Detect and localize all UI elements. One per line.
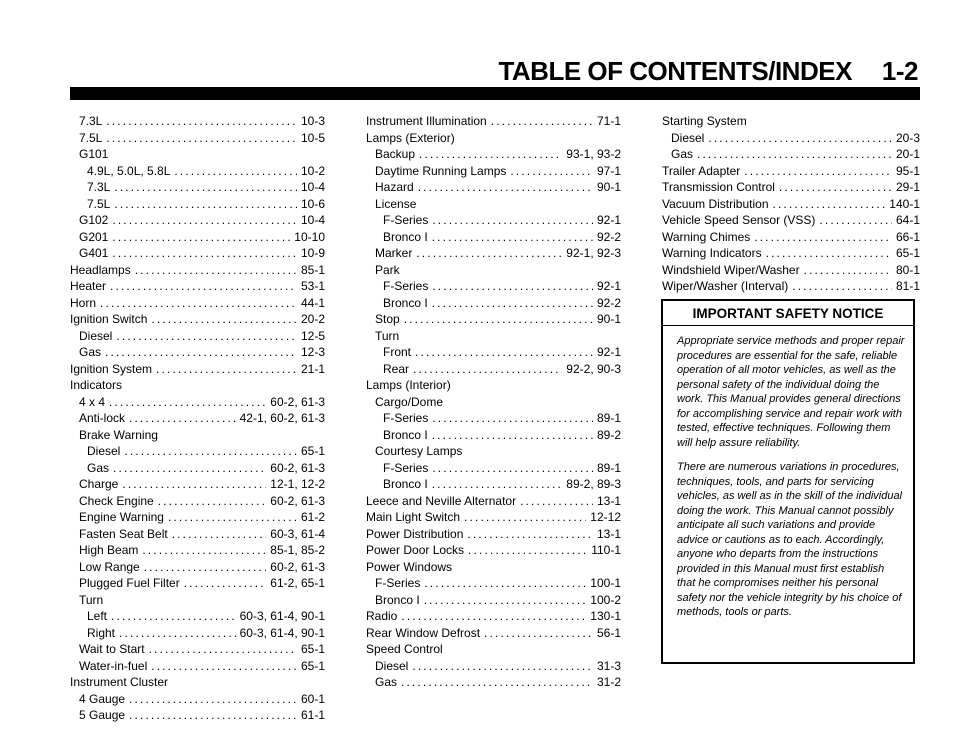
index-entry-pages: 110-1 (591, 543, 621, 557)
index-entry: G101 (79, 147, 109, 161)
index-entry: Turn (375, 328, 400, 343)
index-entry (70, 394, 325, 411)
dot-leader (432, 295, 593, 312)
index-entry (70, 559, 325, 576)
index-entry (366, 344, 621, 361)
index-entry (366, 410, 621, 427)
dot-leader (401, 608, 586, 625)
dot-leader (122, 476, 266, 493)
index-entry (662, 196, 920, 213)
index-column-1 (70, 113, 325, 724)
index-entry-pages: 60-2, 61-3 (270, 493, 325, 508)
index-entry (70, 328, 325, 345)
index-entry-label: Bronco I (383, 427, 428, 442)
index-entry-pages: 60-1 (300, 691, 325, 706)
index-entry (662, 179, 920, 196)
index-entry-pages: 60-2, 61-3 (270, 460, 325, 475)
index-entry-label: Water-in-fuel (79, 658, 148, 673)
dot-leader (792, 278, 892, 295)
index-entry (70, 608, 325, 625)
index-entry-pages: 10-4 (300, 180, 325, 194)
dot-leader (418, 179, 593, 196)
dot-leader (129, 691, 297, 708)
index-entry (366, 179, 621, 196)
index-entry-pages: 20-1 (895, 147, 920, 161)
index-entry-pages: 92-1 (596, 213, 621, 227)
index-entry-pages: 60-2, 61-3 (270, 559, 325, 574)
index-entry-label: Anti-lock (79, 411, 126, 425)
index-entry-label: Headlamps (70, 262, 131, 277)
index-entry-label: Vacuum Distribution (662, 196, 769, 211)
dot-leader (804, 262, 892, 279)
dot-leader (491, 113, 593, 130)
index-entry (70, 476, 325, 493)
dot-leader (416, 245, 562, 262)
dot-leader (432, 460, 593, 477)
page-number: 1-2 (881, 56, 918, 86)
index-entry-pages: 42-1, 60-2, 61-3 (239, 411, 325, 425)
index-entry (70, 410, 325, 427)
index-entry-pages: 92-2 (596, 295, 621, 310)
index-entry-label: 5 Gauge (79, 708, 126, 722)
index-entry-label: Horn (70, 295, 97, 310)
index-entry (70, 278, 325, 295)
dot-leader (124, 443, 297, 460)
index-entry-pages: 20-3 (895, 130, 920, 145)
dot-leader (419, 146, 562, 163)
index-entry (366, 311, 621, 328)
index-entry-pages: 81-1 (895, 279, 920, 293)
index-entry-label: Stop (375, 312, 400, 326)
index-entry-label: 4 Gauge (79, 691, 126, 706)
index-entry (366, 542, 621, 559)
dot-leader (174, 163, 297, 180)
index-entry: Instrument Cluster (70, 675, 169, 689)
safety-notice-paragraph: There are numerous variations in procedures, techniques, tools, and parts for servicing vehicles, as well as in the skill of the individual doing the work. This Manual cannot possibly anticipate all such variations and provide advice or cautions as to each. Accordingly, anyone who departs from the instructions provided in this Manual must first establish that he compromises neither his personal safety nor the vehicle integrity by his choice of methods, tools or parts. (677, 461, 903, 618)
index-entry-label: F-Series (383, 279, 429, 293)
index-entry: Speed Control (366, 642, 443, 656)
index-entry (366, 674, 621, 691)
index-entry (70, 311, 325, 328)
index-entry-label: 4.9L, 5.0L, 5.8L (87, 163, 171, 178)
index-entry (366, 509, 621, 526)
index-entry-label: Gas (87, 460, 110, 475)
index-entry-label: Warning Indicators (662, 246, 762, 260)
dot-leader (432, 212, 593, 229)
index-entry: Turn (79, 592, 104, 607)
index-entry (366, 146, 621, 163)
index-entry-pages: 60-3, 61-4, 90-1 (239, 625, 325, 640)
index-entry: Power Windows (366, 559, 453, 574)
index-entry-label: Power Distribution (366, 526, 464, 541)
dot-leader (135, 262, 297, 279)
index-entry-label: Check Engine (79, 493, 154, 508)
index-entry-label: F-Series (383, 460, 429, 475)
index-entry-label: F-Series (375, 576, 421, 590)
index-entry-label: Engine Warning (79, 510, 164, 524)
index-entry (366, 476, 621, 493)
index-entry (366, 592, 621, 609)
index-entry (366, 295, 621, 312)
dot-leader (156, 361, 297, 378)
safety-notice-paragraph: Appropriate service methods and proper repair procedures are essential for the safe, reliable operation of all motor vehicles, as well as the personal safety of the individual doing the work. This Manual provides general directions for accomplishing service and repair work with tested, effective techniques. Following them will help assure reliability. (677, 335, 905, 449)
dot-leader (464, 509, 586, 526)
index-entry-pages: 66-1 (895, 229, 920, 244)
dot-leader (114, 179, 297, 196)
index-entry (662, 229, 920, 246)
index-entry-pages: 12-3 (300, 345, 325, 359)
index-entry (70, 163, 325, 180)
index-entry-label: High Beam (79, 543, 139, 557)
index-entry-label: Diesel (375, 658, 409, 673)
index-entry (366, 575, 621, 592)
dot-leader (432, 229, 593, 246)
index-entry-pages: 12-12 (590, 510, 621, 524)
index-entry-pages: 92-1, 92-3 (566, 246, 621, 260)
index-entry (70, 658, 325, 675)
dot-leader (129, 707, 297, 724)
dot-leader (467, 526, 593, 543)
index-entry-label: G201 (79, 229, 109, 244)
dot-leader (404, 311, 593, 328)
index-entry-pages: 64-1 (895, 213, 920, 227)
index-entry: Lamps (Exterior) (366, 130, 455, 145)
index-entry (70, 130, 325, 147)
index-entry-label: Fasten Seat Belt (79, 526, 168, 541)
index-entry-pages: 10-2 (300, 163, 325, 178)
index-entry-pages: 65-1 (895, 246, 920, 260)
index-entry-label: F-Series (383, 411, 429, 425)
index-entry-label: Diesel (87, 444, 121, 458)
index-entry-pages: 61-1 (300, 708, 325, 722)
index-entry-label: Gas (79, 345, 102, 359)
index-entry-pages: 85-1, 85-2 (270, 543, 325, 557)
index-entry (70, 707, 325, 724)
index-entry-pages: 10-10 (294, 229, 325, 244)
index-entry (366, 460, 621, 477)
index-entry-label: G102 (79, 213, 109, 227)
index-entry-label: Plugged Fuel Filter (79, 576, 180, 590)
index-entry-pages: 89-1 (596, 411, 621, 425)
index-entry-pages: 89-2, 89-3 (566, 477, 621, 491)
index-entry-label: Main Light Switch (366, 510, 461, 524)
index-entry-label: Wiper/Washer (Interval) (662, 279, 789, 293)
index-entry (366, 625, 621, 642)
index-entry (366, 427, 621, 444)
dot-leader (520, 493, 593, 510)
index-entry (70, 509, 325, 526)
index-entry-pages: 140-1 (889, 196, 920, 211)
index-entry-pages: 89-2 (596, 427, 621, 442)
dot-leader (424, 592, 587, 609)
index-entry-label: 7.3L (87, 180, 111, 194)
index-entry: Park (375, 262, 400, 277)
index-entry-pages: 71-1 (596, 114, 621, 128)
index-entry-label: Gas (671, 147, 694, 161)
page-title: TABLE OF CONTENTS/INDEX (498, 56, 852, 86)
dot-leader (100, 295, 297, 312)
safety-notice-box (661, 299, 915, 664)
dot-leader (697, 146, 892, 163)
index-entry (70, 443, 325, 460)
index-entry-pages: 61-2, 65-1 (270, 576, 325, 590)
index-entry-label: G401 (79, 246, 109, 260)
dot-leader (158, 493, 267, 510)
index-entry-label: 7.5L (87, 196, 111, 211)
index-entry-label: Hazard (375, 180, 414, 194)
dot-leader (112, 229, 290, 246)
index-entry (662, 212, 920, 229)
dot-leader (819, 212, 892, 229)
index-entry-label: Gas (375, 675, 398, 689)
index-entry-pages: 95-1 (895, 163, 920, 178)
safety-notice-title: IMPORTANT SAFETY NOTICE (663, 301, 913, 326)
index-entry-label: Front (383, 345, 412, 359)
dot-leader (773, 196, 886, 213)
index-entry-pages: 10-5 (300, 130, 325, 145)
dot-leader (432, 427, 593, 444)
dot-leader (129, 410, 236, 427)
index-entry-pages: 56-1 (596, 625, 621, 640)
dot-leader (468, 542, 587, 559)
index-entry-pages: 89-1 (596, 460, 621, 475)
index-entry-label: Bronco I (383, 477, 428, 491)
index-entry-pages: 100-1 (590, 576, 621, 590)
dot-leader (766, 245, 892, 262)
index-entry-pages: 92-1 (596, 345, 621, 359)
index-entry-pages: 31-3 (596, 658, 621, 673)
index-entry-label: Diesel (671, 130, 705, 145)
dot-leader (149, 641, 297, 658)
index-entry-pages: 60-2, 61-3 (270, 394, 325, 409)
index-entry (70, 460, 325, 477)
index-entry: Indicators (70, 378, 123, 392)
index-entry-pages: 61-2 (300, 510, 325, 524)
index-entry-label: Bronco I (383, 229, 428, 244)
dot-leader (413, 361, 562, 378)
index-entry-pages: 65-1 (300, 642, 325, 656)
index-entry (70, 196, 325, 213)
index-entry (366, 658, 621, 675)
page-header (498, 56, 918, 86)
index-entry (70, 212, 325, 229)
index-entry (70, 245, 325, 262)
index-entry-label: Ignition Switch (70, 312, 148, 326)
dot-leader (110, 278, 297, 295)
dot-leader (142, 542, 266, 559)
dot-leader (412, 658, 593, 675)
index-entry-label: Heater (70, 279, 107, 293)
index-entry-label: Wait to Start (79, 642, 145, 656)
index-entry-label: 7.5L (79, 130, 103, 145)
dot-leader (432, 278, 593, 295)
dot-leader (106, 130, 297, 147)
index-entry (70, 625, 325, 642)
index-entry-pages: 92-2 (596, 229, 621, 244)
index-entry-pages: 60-3, 61-4 (270, 526, 325, 541)
index-entry (70, 526, 325, 543)
dot-leader (119, 625, 236, 642)
index-entry (70, 542, 325, 559)
dot-leader (708, 130, 892, 147)
index-entry (366, 278, 621, 295)
index-entry: Brake Warning (79, 427, 158, 442)
dot-leader (432, 476, 563, 493)
index-entry-pages: 85-1 (300, 262, 325, 277)
dot-leader (109, 394, 266, 411)
index-entry (70, 295, 325, 312)
dot-leader (432, 410, 593, 427)
index-entry-label: Daytime Running Lamps (375, 163, 507, 178)
dot-leader (151, 311, 297, 328)
index-entry (70, 575, 325, 592)
dot-leader (112, 245, 297, 262)
index-entry: Courtesy Lamps (375, 444, 463, 458)
index-entry-label: Power Door Locks (366, 543, 465, 557)
index-entry-pages: 29-1 (895, 180, 920, 194)
dot-leader (144, 559, 267, 576)
index-entry-label: Bronco I (375, 592, 420, 607)
index-entry-label: Right (87, 625, 116, 640)
dot-leader (116, 328, 297, 345)
index-entry-label: Rear Window Defrost (366, 625, 481, 640)
index-entry (70, 361, 325, 378)
index-entry-pages: 10-3 (300, 114, 325, 128)
dot-leader (168, 509, 297, 526)
index-entry (70, 113, 325, 130)
index-entry-label: Marker (375, 246, 413, 260)
dot-leader (172, 526, 267, 543)
index-entry-pages: 80-1 (895, 262, 920, 277)
index-entry-pages: 93-1, 93-2 (566, 147, 621, 161)
index-entry (662, 278, 920, 295)
dot-leader (424, 575, 586, 592)
index-entry: Cargo/Dome (375, 394, 444, 409)
dot-leader (744, 163, 892, 180)
index-entry (662, 163, 920, 180)
index-entry (70, 179, 325, 196)
index-entry-pages: 10-9 (300, 246, 325, 260)
header-rule (70, 87, 920, 100)
index-entry-pages: 53-1 (300, 279, 325, 293)
index-entry: Starting System (662, 114, 747, 128)
index-entry-pages: 21-1 (300, 361, 325, 376)
index-entry-pages: 13-1 (596, 526, 621, 541)
index-entry-pages: 90-1 (596, 312, 621, 326)
dot-leader (184, 575, 267, 592)
dot-leader (114, 196, 297, 213)
index-entry (70, 493, 325, 510)
index-entry (366, 113, 621, 130)
index-entry-label: Vehicle Speed Sensor (VSS) (662, 213, 816, 227)
dot-leader (779, 179, 892, 196)
index-entry-pages: 31-2 (596, 675, 621, 689)
index-entry-label: Rear (383, 361, 410, 376)
index-entry-label: Radio (366, 609, 398, 623)
index-entry-pages: 130-1 (590, 609, 621, 623)
index-entry (366, 493, 621, 510)
index-entry-pages: 20-2 (300, 312, 325, 326)
index-entry-pages: 65-1 (300, 658, 325, 673)
index-entry (662, 262, 920, 279)
index-entry-pages: 100-2 (590, 592, 621, 607)
index-entry (366, 163, 621, 180)
dot-leader (401, 674, 593, 691)
dot-leader (484, 625, 593, 642)
index-entry-pages: 90-1 (596, 180, 621, 194)
index-entry-pages: 10-6 (300, 196, 325, 211)
dot-leader (105, 344, 297, 361)
dot-leader (106, 113, 297, 130)
index-entry-label: F-Series (383, 213, 429, 227)
index-column-3 (662, 113, 920, 295)
index-entry-pages: 92-1 (596, 279, 621, 293)
index-entry (366, 361, 621, 378)
index-entry-label: Ignition System (70, 361, 153, 376)
index-entry (366, 245, 621, 262)
index-entry-pages: 97-1 (596, 163, 621, 178)
index-entry (70, 641, 325, 658)
index-entry (662, 146, 920, 163)
index-entry (70, 262, 325, 279)
index-entry (662, 245, 920, 262)
index-entry-label: Transmission Control (662, 180, 775, 194)
index-entry-pages: 12-1, 12-2 (270, 477, 325, 491)
index-entry (366, 526, 621, 543)
index-entry-label: Diesel (79, 328, 113, 343)
dot-leader (112, 212, 297, 229)
index-entry-pages: 12-5 (300, 328, 325, 343)
index-entry (366, 608, 621, 625)
index-entry-label: Bronco I (383, 295, 428, 310)
index-entry-label: Windshield Wiper/Washer (662, 262, 800, 277)
dot-leader (510, 163, 593, 180)
index-entry-label: Trailer Adapter (662, 163, 741, 178)
index-entry-label: Backup (375, 147, 416, 161)
index-entry-pages: 10-4 (300, 213, 325, 227)
index-entry: Lamps (Interior) (366, 378, 451, 392)
index-column-2 (366, 113, 621, 691)
index-entry-pages: 13-1 (596, 493, 621, 508)
index-entry (662, 130, 920, 147)
index-entry-label: Low Range (79, 559, 140, 574)
dot-leader (151, 658, 297, 675)
dot-leader (415, 344, 593, 361)
dot-leader (111, 608, 236, 625)
index-entry (366, 229, 621, 246)
index-entry-label: 7.3L (79, 114, 103, 128)
index-entry-label: Instrument Illumination (366, 114, 487, 128)
dot-leader (754, 229, 892, 246)
index-entry: License (375, 196, 417, 211)
index-entry-pages: 65-1 (300, 444, 325, 458)
index-entry-label: Charge (79, 477, 119, 491)
index-entry (70, 229, 325, 246)
index-entry-pages: 92-2, 90-3 (566, 361, 621, 376)
index-entry (70, 344, 325, 361)
index-entry-label: Left (87, 609, 108, 623)
index-entry-pages: 44-1 (300, 295, 325, 310)
index-entry (366, 212, 621, 229)
index-entry (70, 691, 325, 708)
index-entry-label: 4 x 4 (79, 394, 106, 409)
index-entry-label: Warning Chimes (662, 229, 751, 244)
index-entry-pages: 60-3, 61-4, 90-1 (239, 609, 325, 623)
index-entry-label: Leece and Neville Alternator (366, 493, 517, 508)
dot-leader (113, 460, 266, 477)
